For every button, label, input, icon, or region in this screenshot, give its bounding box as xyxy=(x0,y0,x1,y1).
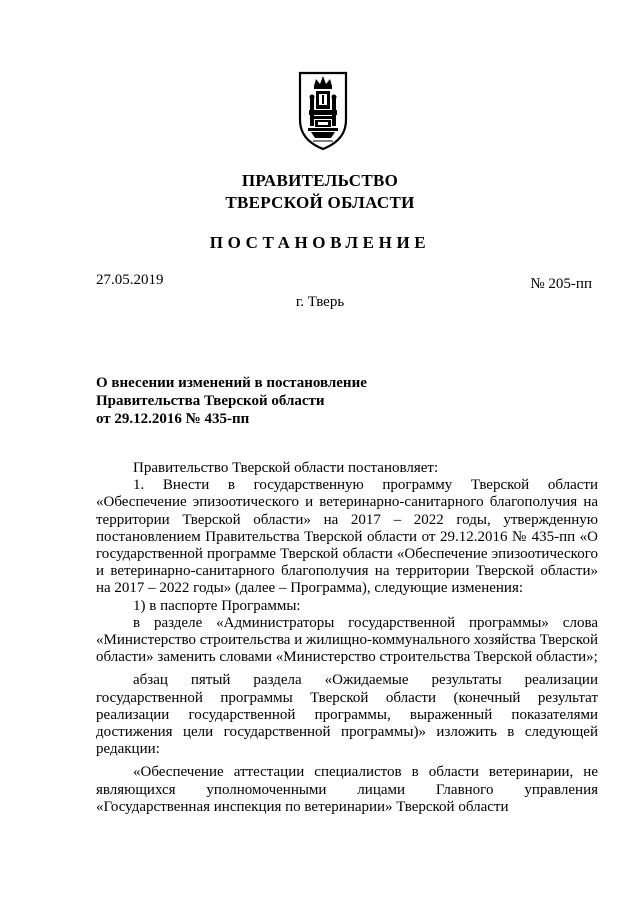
coat-of-arms-icon xyxy=(297,70,349,152)
subject-line-3: от 29.12.2016 № 435-пп xyxy=(96,411,250,427)
body-paragraph-item-1: 1. Внести в государственную программу Тверской области «Обеспечение эпизоотического и ветеринарно-санитарного благополучия на территории Тверской области» на 2017 – 2022 годы, утвержденную постановлением Правительства Тверской области от 29.12.2016 № 435-пп «О государственной программе Тверской области «Обеспечение эпизоотического и ветеринарно-санитарного благополучия на территории Тверской области» на 2017 – 2022 годы» (далее – Программа), следующие изменения: xyxy=(96,477,598,597)
subject-line-2: Правительства Тверской области xyxy=(96,393,325,409)
document-type: ПОСТАНОВЛЕНИЕ xyxy=(209,233,431,252)
document-body xyxy=(96,460,598,816)
document-subject xyxy=(96,374,367,428)
body-paragraph-new-wording: «Обеспечение аттестации специалистов в области ветеринарии, не являющихся уполномоченными лицами Главного управления «Государственная инспекция по ветеринарии» Тверской области xyxy=(96,764,598,815)
authority-line-2: ТВЕРСКОЙ ОБЛАСТИ xyxy=(225,193,415,212)
body-paragraph-expected-results: абзац пятый раздела «Ожидаемые результаты реализации государственной программы Тверской области (конечный результат реализации государственной программы, выраженный показателями достижения цели государственной программы)» изложить в следующей редакции: xyxy=(96,672,598,758)
document-number: № 205-пп xyxy=(530,276,592,292)
document-city: г. Тверь xyxy=(295,294,345,310)
subject-line-1: О внесении изменений в постановление xyxy=(96,375,367,391)
body-paragraph-administrators: в разделе «Администраторы государственной программы» слова «Министерство строительства и жилищно-коммунального хозяйства Тверской области» заменить словами «Министерство строительства Тверской области»; xyxy=(96,614,598,666)
authority-line-1: ПРАВИТЕЛЬСТВО xyxy=(241,171,399,190)
document-date: 27.05.2019 xyxy=(96,272,164,288)
body-paragraph-preamble: Правительство Тверской области постановляет: xyxy=(133,460,439,476)
authority-name xyxy=(0,170,640,214)
body-paragraph-subitem-1: 1) в паспорте Программы: xyxy=(133,597,301,614)
